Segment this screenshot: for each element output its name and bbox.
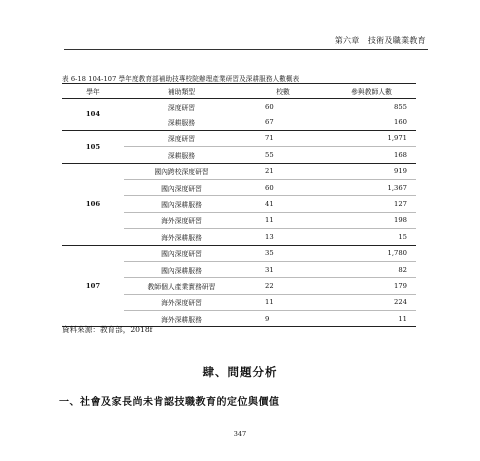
type-cell: 海外深度研習 [124,294,239,310]
type-cell: 國內深耕服務 [124,196,239,212]
header-rule [64,49,428,50]
schools-cell: 11 [239,294,327,310]
schools-cell: 67 [265,118,274,127]
year-cell: 104 [62,99,124,131]
people-cell: 224 [327,294,416,310]
people-cell: 1,971 [327,130,416,146]
section-heading: 肆、問題分析 [202,365,278,379]
running-header: 第六章 技術及職業教育 [334,36,426,45]
sub-heading: 一、社會及家長尚未肯認技職教育的定位與價值 [59,397,280,408]
people-cell: 127 [327,196,416,212]
page-number: 347 [233,430,247,438]
people-cell: 11 [327,311,416,327]
people-cell: 1,780 [327,245,416,261]
type-cell: 海外深耕服務 [124,229,239,245]
type-cell: 深度研習 [124,99,239,115]
year-cell: 107 [62,245,124,327]
schools-cell: 31 [239,261,327,277]
type-cell: 教師個人產業實務研習 [124,278,239,294]
type-cell: 深度研習 [124,130,239,146]
type-cell: 深耕服務 [124,147,239,163]
schools-cell: 13 [239,229,327,245]
table-row [62,245,416,261]
type-cell: 國內深度研習 [124,179,239,195]
schools-cell: 60 [239,179,327,195]
table-header-row [62,84,416,99]
table-row [62,130,416,146]
schools-cell: 21 [239,163,327,179]
year-cell: 105 [62,130,124,163]
type-cell: 海外深度研習 [124,212,239,228]
schools-cell: 55 [239,147,327,163]
people-cell: 168 [327,147,416,163]
people-cell: 82 [327,261,416,277]
schools-cell: 11 [239,212,327,228]
type-cell: 國內跨校深度研習 [124,163,239,179]
schools-cell: 60 [239,99,327,115]
column-header: 參與教師人數 [327,84,416,99]
table-caption: 表 6-18 104-107 學年度教育部補助技專校院辦理產業研習及深耕服務人數概表 [62,75,300,83]
table-row [62,163,416,179]
people-cell: 160 [394,118,407,127]
year-cell: 106 [62,163,124,245]
type-cell: 深耕服務 [167,119,196,128]
column-header: 學年 [62,84,124,99]
type-cell: 國內深度研習 [124,245,239,261]
schools-cell: 9 [239,311,327,327]
people-cell: 919 [327,163,416,179]
schools-cell: 71 [239,130,327,146]
data-table [62,83,416,327]
people-cell: 855 [327,99,416,115]
table-body [62,99,416,327]
column-header: 校數 [239,84,327,99]
people-cell: 179 [327,278,416,294]
schools-cell: 35 [239,245,327,261]
type-cell: 國內深耕服務 [124,261,239,277]
type-cell: 海外深耕服務 [124,311,239,327]
column-header: 補助類型 [124,84,239,99]
people-cell: 198 [327,212,416,228]
people-cell: 1,367 [327,179,416,195]
schools-cell: 22 [239,278,327,294]
table-source-note: 資料來源：教育部，2018f [62,325,153,334]
table-row [62,99,416,115]
people-cell: 15 [327,229,416,245]
schools-cell: 41 [239,196,327,212]
